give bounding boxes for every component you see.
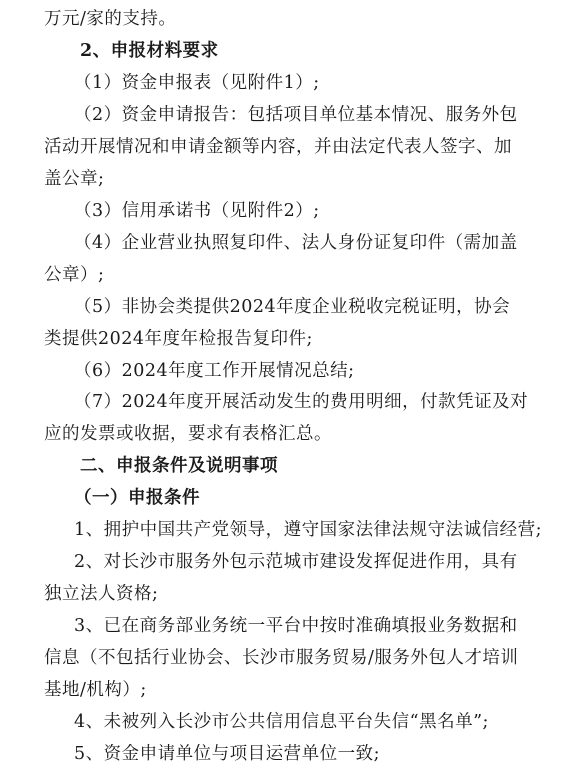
material-item-5: （5）非协会类提供2024年度企业税收完税证明，协会 [74,296,511,317]
text-line-continuation: 万元/家的支持。 [44,9,177,29]
condition-item-2-cont: 独立法人资格; [44,584,159,605]
condition-item-2: 2、对长沙市服务外包示范城市建设发挥促进作用，具有 [74,552,518,573]
subsection-heading-conditions: （一）申报条件 [74,488,200,509]
condition-item-4: 4、未被列入长沙市公共信用信息平台失信“黑名单”; [74,712,489,733]
material-item-3: （3）信用承诺书（见附件2）; [74,200,320,221]
material-item-7-cont: 应的发票或收据，要求有表格汇总。 [44,424,332,445]
material-item-4: （4）企业营业执照复印件、法人身份证复印件（需加盖 [74,232,518,253]
material-item-2: （2）资金申请报告：包括项目单位基本情况、服务外包 [74,104,518,125]
condition-item-3-cont: 信息（不包括行业协会、长沙市服务贸易/服务外包人才培训 [44,648,519,669]
material-item-2-cont: 盖公章; [44,168,105,189]
material-item-5-cont: 类提供2024年度年检报告复印件; [44,328,313,349]
material-item-4-cont: 公章）; [44,264,105,285]
material-item-2-cont: 活动开展情况和申请金额等内容，并由法定代表人签字、加 [44,136,512,157]
condition-item-1: 1、拥护中国共产党领导，遵守国家法律法规守法诚信经营; [74,520,543,541]
section-heading-conditions: 二、申报条件及说明事项 [80,456,278,477]
material-item-6: （6）2024年度工作开展情况总结; [74,360,355,381]
material-item-1: （1）资金申报表（见附件1）; [74,72,320,93]
section-heading-materials: 2、申报材料要求 [80,40,219,61]
condition-item-3: 3、已在商务部业务统一平台中按时准确填报业务数据和 [74,616,518,637]
condition-item-3-cont: 基地/机构）; [44,680,147,701]
condition-item-5: 5、资金申请单位与项目运营单位一致; [74,744,381,764]
material-item-7: （7）2024年度开展活动发生的费用明细，付款凭证及对 [74,392,529,413]
